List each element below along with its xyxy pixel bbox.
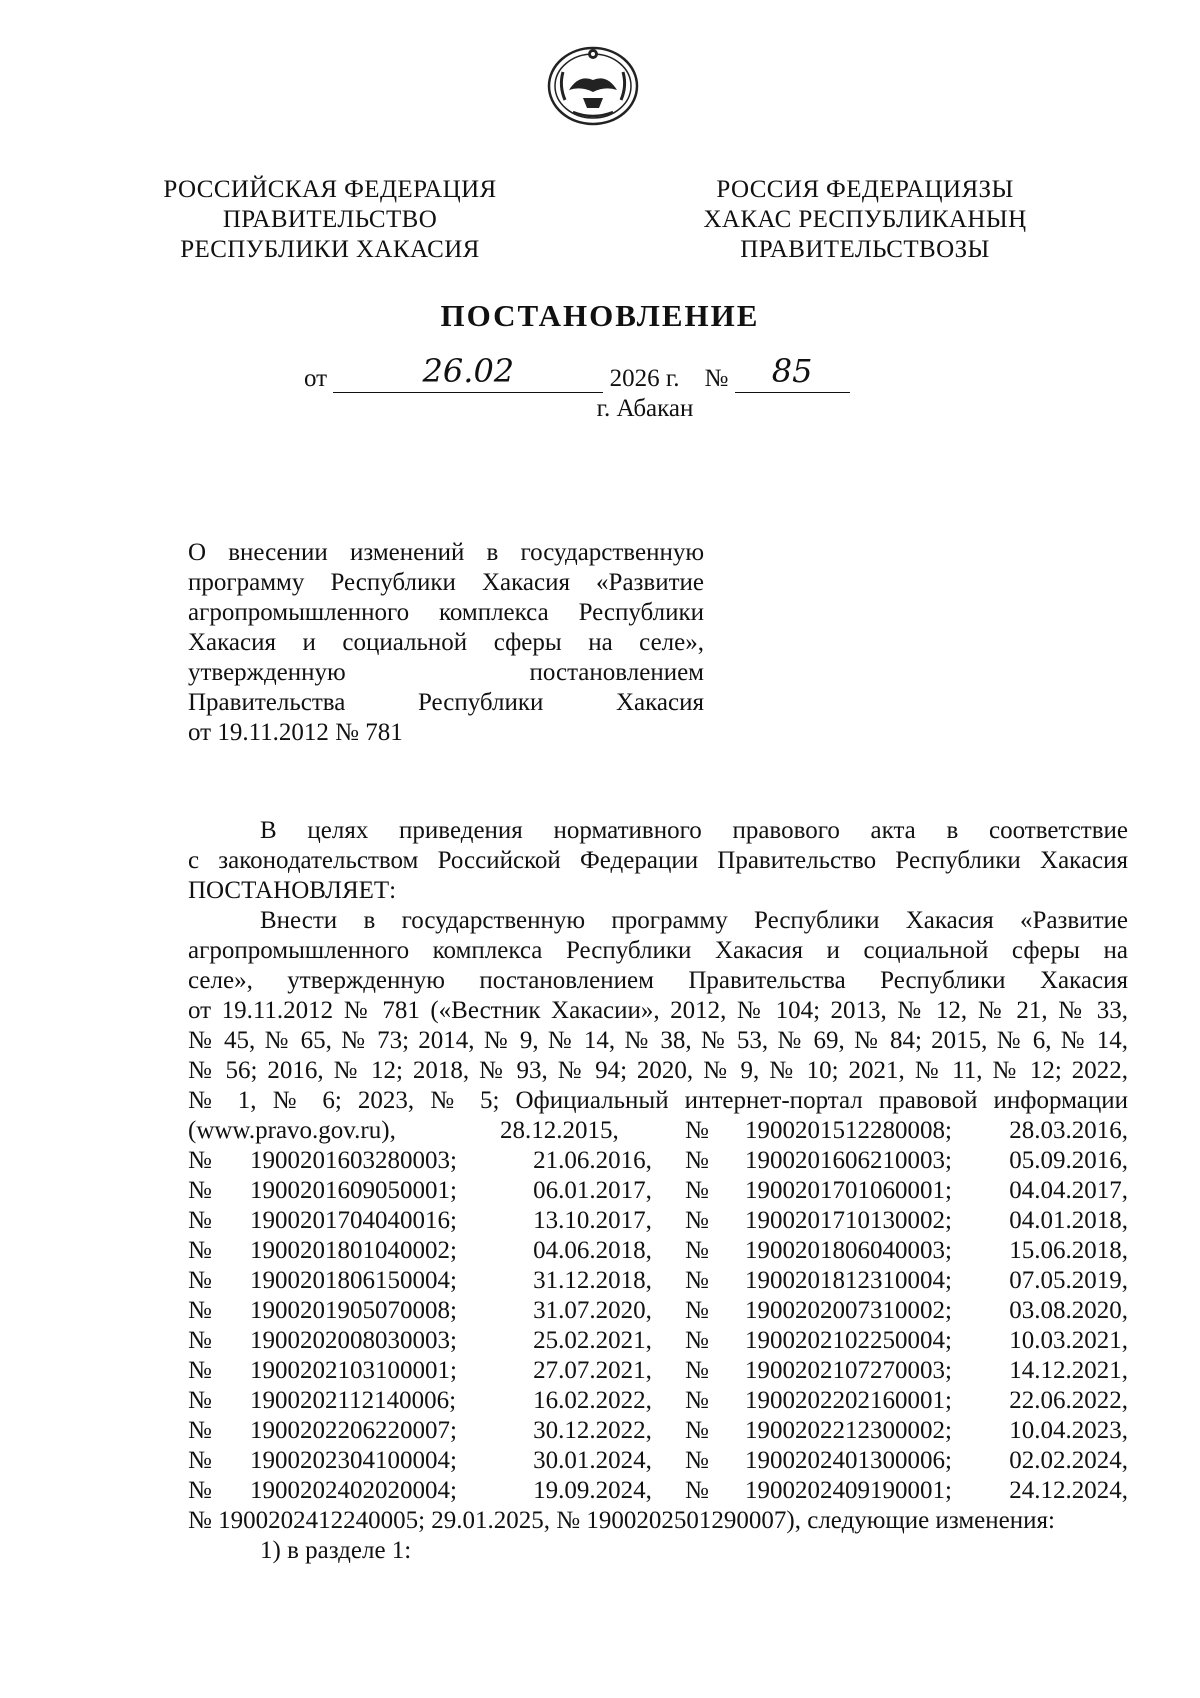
- item-1: 1) в разделе 1:: [260, 1537, 412, 1564]
- registry-no: №: [188, 1177, 212, 1204]
- registry-row: [188, 1176, 1128, 1206]
- registry-number: 1900202112140006;: [250, 1387, 457, 1414]
- registry-number: 1900201905070008;: [250, 1297, 457, 1324]
- registry-no: №: [188, 1477, 212, 1504]
- registry-date: 30.01.2024,: [533, 1447, 652, 1474]
- registry-number: 1900202402020004;: [250, 1477, 457, 1504]
- title-line: агропромышленного комплекса Республики: [188, 599, 704, 626]
- number-blank: [735, 352, 850, 393]
- registry-number: 1900202007310002;: [745, 1297, 952, 1324]
- registry-date: 06.01.2017,: [533, 1177, 652, 1204]
- amendment-paragraph: [188, 906, 1128, 1566]
- registry-number: 1900201701060001;: [745, 1177, 952, 1204]
- closing-line: № 1900202412240005; 29.01.2025, № 1900202501290007), следующие изменения:: [188, 1507, 1055, 1534]
- preamble-paragraph: [188, 816, 1128, 906]
- registry-date: 05.09.2016,: [1009, 1147, 1128, 1174]
- title-line: утвержденную постановлением: [188, 659, 704, 686]
- registry-date: 15.06.2018,: [1009, 1237, 1128, 1264]
- registry-no: №: [685, 1297, 709, 1324]
- header-left-line-1: РОССИЙСКАЯ ФЕДЕРАЦИЯ: [163, 176, 497, 203]
- year-label: 2026 г.: [609, 365, 680, 392]
- registry-no: №: [685, 1147, 709, 1174]
- portal-row: [188, 1116, 1128, 1146]
- header-left-line-3: РЕСПУБЛИКИ ХАКАСИЯ: [180, 236, 480, 263]
- registry-no: №: [188, 1417, 212, 1444]
- registry-date: 10.03.2021,: [1009, 1327, 1128, 1354]
- registry-no: №: [685, 1417, 709, 1444]
- amend-line: от 19.11.2012 № 781 («Вестник Хакасии», 2012, № 104; 2013, № 12, № 21, № 33,: [188, 997, 1128, 1024]
- portal-next-date: 28.03.2016,: [1009, 1117, 1128, 1144]
- document-title: [188, 538, 704, 748]
- registry-no: №: [685, 1387, 709, 1414]
- registry-row: [188, 1356, 1128, 1386]
- registry-number: 1900201609050001;: [250, 1177, 457, 1204]
- amend-line: агропромышленного комплекса Республики Хакасия и социальной сферы на: [188, 937, 1128, 964]
- preamble-line: с законодательством Российской Федерации Правительство Республики Хакасия: [188, 847, 1128, 874]
- registry-row: [188, 1446, 1128, 1476]
- portal-date: 28.12.2015,: [500, 1117, 619, 1144]
- header-right-line-2: ХАКАС РЕСПУБЛИКАНЫҢ: [703, 206, 1027, 233]
- registry-row: [188, 1416, 1128, 1446]
- registry-date: 13.10.2017,: [533, 1207, 652, 1234]
- registry-number: 1900202206220007;: [250, 1417, 457, 1444]
- header-left-line-2: ПРАВИТЕЛЬСТВО: [222, 206, 438, 233]
- registry-date: 07.05.2019,: [1009, 1267, 1128, 1294]
- registry-row: [188, 1296, 1128, 1326]
- registry-number: 1900202401300006;: [745, 1447, 952, 1474]
- registry-date: 03.08.2020,: [1009, 1297, 1128, 1324]
- registry-number: 1900201710130002;: [745, 1207, 952, 1234]
- registry-no: №: [685, 1477, 709, 1504]
- registry-row: [188, 1266, 1128, 1296]
- header-right-line-3: ПРАВИТЕЛЬСТВОЗЫ: [740, 236, 990, 263]
- registry-number: 1900202102250004;: [745, 1327, 952, 1354]
- portal-site: (www.pravo.gov.ru),: [188, 1117, 396, 1144]
- registry-row: [188, 1206, 1128, 1236]
- header-right-line-1: РОССИЯ ФЕДЕРАЦИЯЗЫ: [716, 176, 1014, 203]
- registry-date: 31.07.2020,: [533, 1297, 652, 1324]
- registry-number: 1900202008030003;: [250, 1327, 457, 1354]
- number-sign: №: [704, 365, 729, 392]
- portal-no: №: [685, 1117, 709, 1144]
- registry-table: [188, 1116, 1128, 1506]
- registry-date: 14.12.2021,: [1009, 1357, 1128, 1384]
- registry-date: 10.04.2023,: [1009, 1417, 1128, 1444]
- registry-no: №: [685, 1237, 709, 1264]
- registry-number: 1900201606210003;: [745, 1147, 952, 1174]
- amend-line: № 1, № 6; 2023, № 5; Официальный интернет-портал правовой информации: [188, 1087, 1128, 1114]
- registry-no: №: [188, 1147, 212, 1174]
- registry-no: №: [188, 1357, 212, 1384]
- amend-line: селе», утвержденную постановлением Правительства Республики Хакасия: [188, 967, 1128, 994]
- registry-date: 19.09.2024,: [533, 1477, 652, 1504]
- title-line: от 19.11.2012 № 781: [188, 719, 403, 746]
- title-line: О внесении изменений в государственную: [188, 539, 704, 566]
- registry-rows: [188, 1146, 1128, 1506]
- preamble-line: ПОСТАНОВЛЯЕТ:: [188, 877, 397, 904]
- registry-row: [188, 1386, 1128, 1416]
- registry-date: 16.02.2022,: [533, 1387, 652, 1414]
- handwritten-number: 85: [771, 352, 813, 390]
- registry-date: 27.07.2021,: [533, 1357, 652, 1384]
- title-line: Правительства Республики Хакасия: [188, 689, 704, 716]
- registry-number: 1900202212300002;: [745, 1417, 952, 1444]
- portal-num: 1900201512280008;: [745, 1117, 952, 1144]
- registry-no: №: [188, 1327, 212, 1354]
- coat-of-arms-icon: [543, 42, 643, 126]
- registry-no: №: [188, 1267, 212, 1294]
- registry-no: №: [685, 1207, 709, 1234]
- registry-number: 1900201812310004;: [745, 1267, 952, 1294]
- amend-line: № 45, № 65, № 73; 2014, № 9, № 14, № 38, № 53, № 69, № 84; 2015, № 6, № 14,: [188, 1027, 1128, 1054]
- registry-date: 02.02.2024,: [1009, 1447, 1128, 1474]
- registry-date: 04.01.2018,: [1009, 1207, 1128, 1234]
- registry-no: №: [685, 1447, 709, 1474]
- date-prefix: от: [304, 365, 328, 392]
- registry-no: №: [685, 1327, 709, 1354]
- registry-row: [188, 1236, 1128, 1266]
- city-label: г. Абакан: [596, 395, 694, 422]
- registry-number: 1900202103100001;: [250, 1357, 457, 1384]
- registry-date: 04.06.2018,: [533, 1237, 652, 1264]
- document-type-heading: ПОСТАНОВЛЕНИЕ: [440, 298, 760, 333]
- registry-no: №: [188, 1447, 212, 1474]
- registry-date: 30.12.2022,: [533, 1417, 652, 1444]
- registry-no: №: [685, 1267, 709, 1294]
- registry-row: [188, 1146, 1128, 1176]
- registry-no: №: [188, 1297, 212, 1324]
- registry-row: [188, 1326, 1128, 1356]
- registry-number: 1900201603280003;: [250, 1147, 457, 1174]
- registry-date: 04.04.2017,: [1009, 1177, 1128, 1204]
- registry-number: 1900201806150004;: [250, 1267, 457, 1294]
- registry-no: №: [685, 1177, 709, 1204]
- date-number-line: [304, 352, 850, 396]
- registry-number: 1900202202160001;: [745, 1387, 952, 1414]
- registry-no: №: [188, 1237, 212, 1264]
- date-blank: [333, 352, 603, 393]
- registry-number: 1900201806040003;: [745, 1237, 952, 1264]
- registry-number: 1900202409190001;: [745, 1477, 952, 1504]
- preamble-line: В целях приведения нормативного правового акта в соответствие: [260, 817, 1128, 844]
- header-left: [160, 175, 500, 265]
- registry-number: 1900202107270003;: [745, 1357, 952, 1384]
- registry-number: 1900201704040016;: [250, 1207, 457, 1234]
- registry-date: 25.02.2021,: [533, 1327, 652, 1354]
- registry-number: 1900201801040002;: [250, 1237, 457, 1264]
- registry-number: 1900202304100004;: [250, 1447, 457, 1474]
- handwritten-date: 26.02: [422, 352, 515, 390]
- registry-date: 21.06.2016,: [533, 1147, 652, 1174]
- registry-date: 22.06.2022,: [1009, 1387, 1128, 1414]
- registry-no: №: [685, 1357, 709, 1384]
- title-line: Хакасия и социальной сферы на селе»,: [188, 629, 704, 656]
- title-line: программу Республики Хакасия «Развитие: [188, 569, 704, 596]
- registry-date: 31.12.2018,: [533, 1267, 652, 1294]
- registry-row: [188, 1476, 1128, 1506]
- registry-date: 24.12.2024,: [1009, 1477, 1128, 1504]
- registry-no: №: [188, 1387, 212, 1414]
- header-right: [700, 175, 1030, 265]
- amend-line: Внести в государственную программу Республики Хакасия «Развитие: [260, 907, 1128, 934]
- amend-line: № 56; 2016, № 12; 2018, № 93, № 94; 2020, № 9, № 10; 2021, № 11, № 12; 2022,: [188, 1057, 1128, 1084]
- registry-no: №: [188, 1207, 212, 1234]
